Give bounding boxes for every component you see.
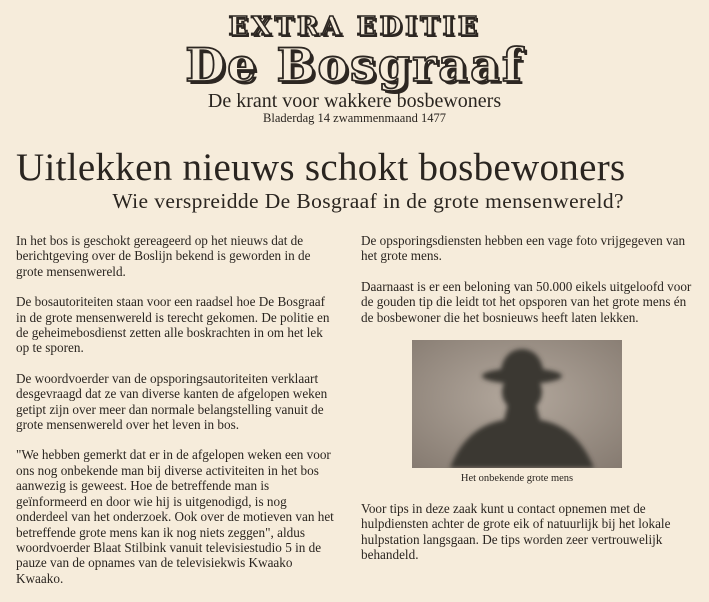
photo-caption: Het onbekende grote mens [460,473,574,485]
article-headline: Uitlekken nieuws schokt bosbewoners [16,146,626,189]
paragraph: Voor tips in deze zaak kunt u contact opnemen met de hulpdiensten achter de grote eik of natuurlijk bij het lokale hulpstation langsgaan. De tips worden zeer vertrouwelijk behandeld. [361,501,671,563]
left-column [16,233,338,601]
newspaper-name: De Bosgraaf [185,38,524,92]
paragraph: Daarnaast is er een beloning van 50.000 eikels uitgeloofd voor de gouden tip die leidt tot het opsporen van het grote mens én de bosbewoner die het bosnieuws heeft laten lekken. [361,278,692,325]
paragraph: "We hebben gemerkt dat er in de afgelopen weken een voor ons nog onbekende man bij diverse activiteiten in het bos aanwezig is geweest. Hoe de betreffende man is geïnformeerd en door wie hij is uitgenodigd, is nog onderdeel van het onderzoek. Ook over de motieven van het betreffende grote mens kan ik nog niets zeggen", aldus woordvoerder Blaat Stilbink vanuit televisiestudio 5 in de pauze van de opnames van de televisiekwis Kwaako Kwaako. [16,447,334,586]
tagline: De krant voor wakkere bosbewoners [207,90,502,112]
dateline: Bladerdag 14 zwammenmaand 1477 [263,111,446,125]
paragraph: De woordvoerder van de opsporingsautoriteiten verklaart desgevraagd dat ze van diverse kanten de afgelopen weken getipt zijn over meer dan normale belangstelling vanuit de grote mensenwereld over het leven in bos. [16,370,328,433]
photo-figure [412,340,622,485]
extra-edition-label: EXTRA EDITIE [228,12,481,42]
paragraph: De opsporingsdiensten hebben een vage foto vrijgegeven van het grote mens. [361,233,686,264]
paragraph: In het bos is geschokt gereageerd op het nieuws dat de berichtgeving over de Boslijn bekend is geworden in de grote mensenwereld. [16,233,311,279]
article-subhead: Wie verspreidde De Bosgraaf in de grote mensenwereld? [112,189,624,213]
hat-silhouette-photo [412,340,622,468]
paragraph: De bosautoriteiten staan voor een raadsel hoe De Bosgraaf in de grote mensenwereld is terecht gekomen. De politie en de geheimebosdienst zetten alle boskrachten in om het lek op te sporen. [16,294,330,356]
right-column [361,233,697,578]
